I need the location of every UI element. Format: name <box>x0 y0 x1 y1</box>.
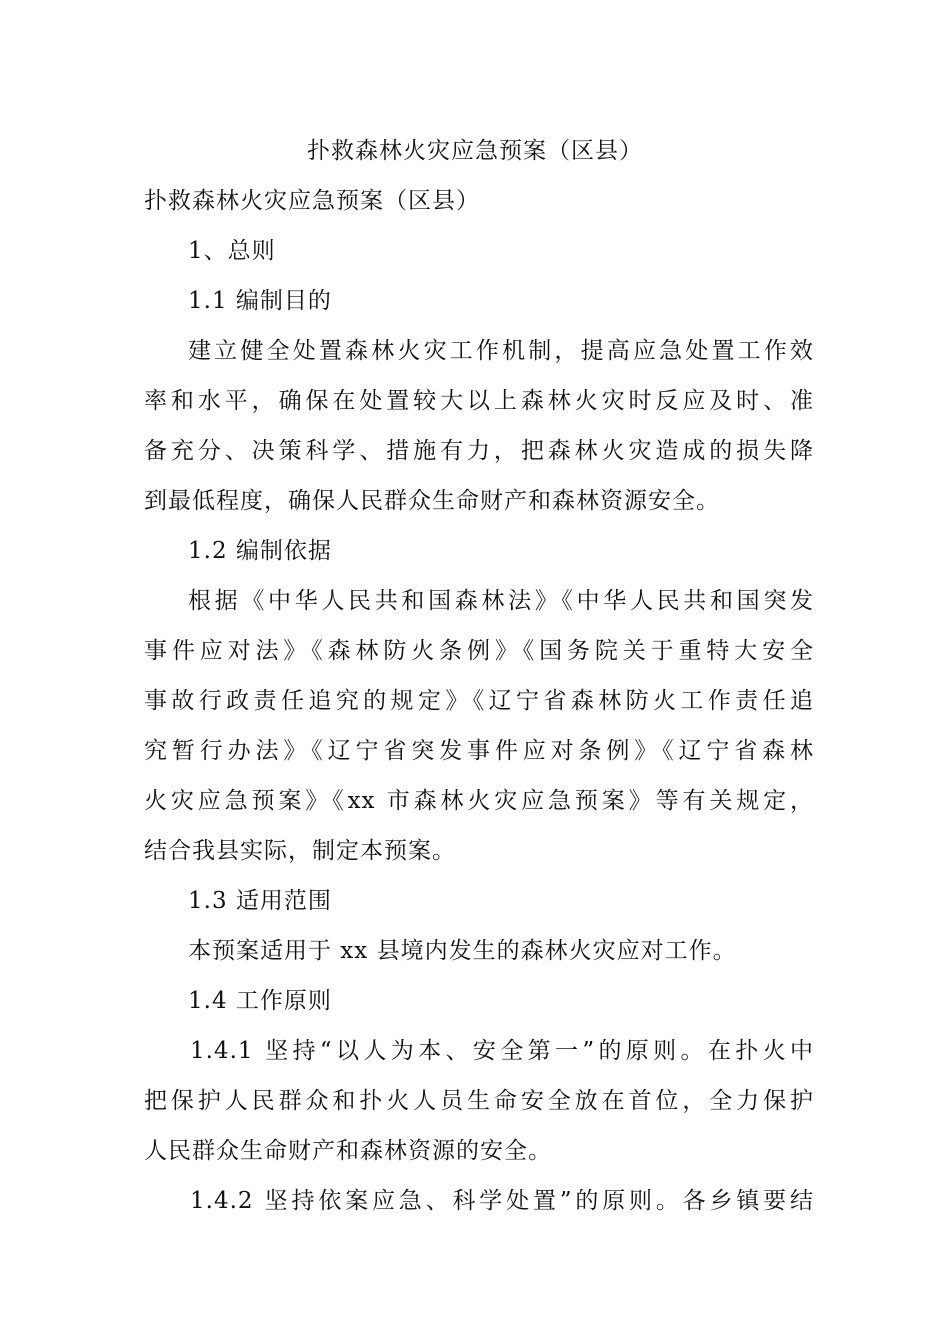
paragraph-line: 根据《中华人民共和国森林法》《中华人民共和国突发 <box>188 588 814 614</box>
paragraph-line: 火灾应急预案》《xx 市森林火灾应急预案》等有关规定， <box>144 788 814 814</box>
heading-1-4: 1.4 工作原则 <box>188 988 332 1014</box>
paragraph-line: 率和水平，确保在处置较大以上森林火灾时反应及时、准 <box>144 388 814 414</box>
paragraph-line: 1.4.2 坚持依案应急、科学处置”的原则。各乡镇要结 <box>190 1188 814 1214</box>
paragraph-line: 1.4.1 坚持“以人为本、安全第一”的原则。在扑火中 <box>190 1038 814 1064</box>
paragraph-line: 人民群众生命财产和森林资源的安全。 <box>144 1138 552 1164</box>
paragraph-line: 究暂行办法》《辽宁省突发事件应对条例》《辽宁省森林 <box>144 738 814 764</box>
paragraph-line: 结合我县实际，制定本预案。 <box>144 838 456 864</box>
heading-1-3: 1.3 适用范围 <box>188 888 332 914</box>
paragraph-line: 到最低程度，确保人民群众生命财产和森林资源安全。 <box>144 488 720 514</box>
heading-1-2: 1.2 编制依据 <box>188 538 332 564</box>
paragraph-line: 建立健全处置森林火灾工作机制，提高应急处置工作效 <box>188 338 814 364</box>
paragraph-line: 事故行政责任追究的规定》《辽宁省森林防火工作责任追 <box>144 688 814 714</box>
paragraph-line: 本预案适用于 xx 县境内发生的森林火灾应对工作。 <box>188 938 737 964</box>
paragraph-line: 备充分、决策科学、措施有力，把森林火灾造成的损失降 <box>144 438 814 464</box>
document-title: 扑救森林火灾应急预案（区县） <box>307 138 643 164</box>
paragraph-line: 把保护人民群众和扑火人员生命安全放在首位，全力保护 <box>144 1088 814 1114</box>
heading-1: 1、总则 <box>188 238 276 264</box>
subtitle-line: 扑救森林火灾应急预案（区县） <box>144 188 480 214</box>
paragraph-line: 事件应对法》《森林防火条例》《国务院关于重特大安全 <box>144 638 814 664</box>
heading-1-1: 1.1 编制目的 <box>188 288 332 314</box>
